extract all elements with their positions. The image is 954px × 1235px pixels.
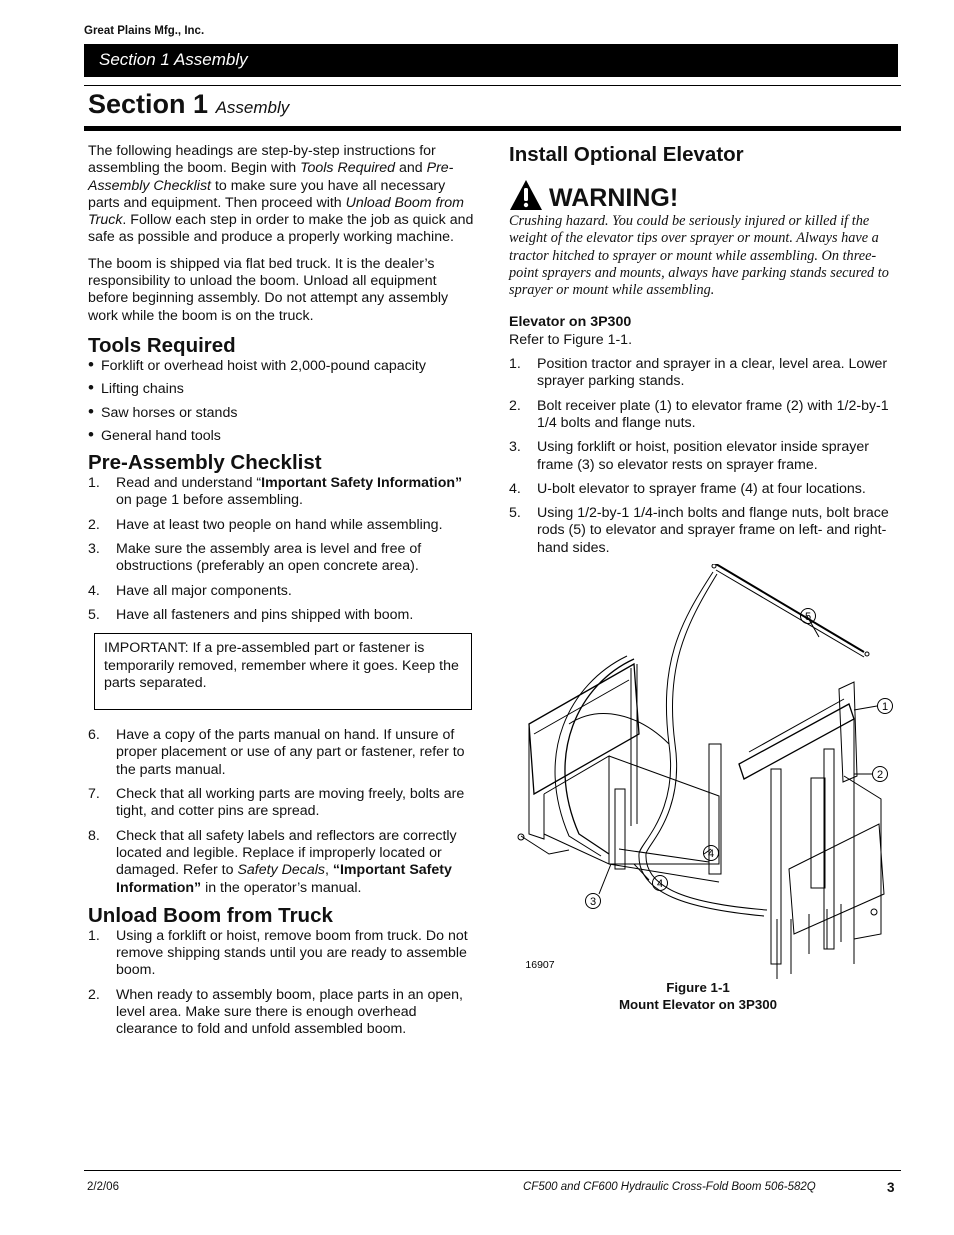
warning-header — [509, 179, 903, 211]
numbered-item — [88, 786, 480, 821]
item-number: 2. — [88, 516, 100, 533]
item-number: 1. — [88, 475, 100, 492]
text-run: in the operator’s manual. — [201, 879, 362, 896]
text-run: to make sure you have all necessary parts and equipment. Then proceed with — [88, 177, 446, 211]
title-rule — [84, 126, 901, 131]
numbered-item — [88, 517, 480, 534]
page-title-sub: Assembly — [215, 98, 290, 117]
text-run: Pre-Assembly Checklist — [88, 160, 454, 194]
checklist-list-b — [88, 727, 480, 897]
item-number: 3. — [88, 541, 100, 558]
callout-4a: 4 — [707, 848, 715, 861]
warning-text: Crushing hazard. You could be seriously injured or killed if the weight of the elevator tips over sprayer or mount. Always have a tractor hitched to sprayer or mount while assembling. On three-point sprayers and mounts, always have parking stands secured to sprayer or mount while assembling. — [509, 213, 889, 299]
numbered-item — [509, 356, 903, 391]
numbered-item — [509, 481, 903, 498]
title-top-rule — [84, 85, 901, 86]
checklist-list-a — [88, 475, 480, 624]
text-run: Have a copy of the parts manual on hand. If unsure of proper placement or use of any part or fastener, refer to the parts manual. — [116, 727, 465, 778]
text-run: Position tractor and sprayer in a clear, level area. Lower sprayer parking stands. — [537, 356, 888, 390]
list-item: • General hand tools — [88, 428, 480, 445]
section-header-bar — [84, 44, 898, 77]
tools-list — [88, 358, 480, 445]
text-run: Check that all safety labels and reflectors are correctly located and legible. Replace if improperly located or damaged. Refer to — [116, 827, 457, 879]
warning-triangle-icon — [509, 179, 543, 211]
intro-paragraph-2: The boom is shipped via flat bed truck. It is the dealer’s responsibility to unload the boom. Unload all equipment before beginning assembly. Do not attempt any assembly work while the boom is on the truck. — [88, 255, 449, 324]
numbered-item — [88, 607, 480, 624]
elevator-steps-list — [509, 356, 903, 557]
list-item: • Forklift or overhead hoist with 2,000-pound capacity — [88, 358, 480, 375]
unload-boom-heading: Unload Boom from Truck — [88, 903, 333, 927]
numbered-item — [88, 828, 480, 897]
left-column — [88, 143, 480, 1046]
text-run: Have all major components. — [116, 582, 292, 599]
item-number: 4. — [509, 480, 521, 497]
figure-1-1 — [509, 564, 903, 979]
text-run: Read and understand “ — [116, 475, 262, 492]
list-item: • Saw horses or stands — [88, 405, 480, 422]
drawing-number: 16907 — [525, 959, 555, 972]
right-column — [509, 143, 903, 1013]
text-run: Safety Decals — [237, 862, 325, 879]
list-item: • Lifting chains — [88, 381, 480, 398]
callout-3: 3 — [589, 896, 597, 909]
refer-to-figure: Refer to Figure 1-1. — [509, 331, 633, 348]
important-notice-text: IMPORTANT: If a pre-assembled part or fastener is temporarily removed, remember where it goes. Keep the parts separated. — [104, 640, 459, 691]
callout-4b: 4 — [656, 878, 664, 891]
text-run: Using a forklift or hoist, remove boom from truck. Do not remove shipping stands until you are ready to assemble boom. — [116, 927, 468, 979]
footer-rule — [84, 1170, 901, 1171]
text-run: . Follow each step in order to make the job as quick and safe as possible and produce a properly working machine. — [88, 212, 474, 246]
text-run: Tools Required — [300, 160, 396, 177]
text-run: and — [395, 160, 427, 177]
item-number: 5. — [88, 606, 100, 623]
numbered-item — [88, 928, 480, 980]
text-run: Using 1/2-by-1 1/4-inch bolts and flange nuts, bolt brace rods (5) to elevator and sprayer frame on left- and right-hand sides. — [537, 505, 889, 556]
elevator-assembly-drawing — [509, 564, 903, 979]
text-run: When ready to assembly boom, place parts in an open, level area. Make sure there is enough overhead clearance to fold and unfold assembled boom. — [116, 986, 463, 1038]
important-notice-box — [94, 633, 472, 710]
item-number: 3. — [509, 439, 521, 456]
page-title-main: Section 1 — [88, 89, 209, 119]
text-run: on page 1 before assembling. — [116, 492, 303, 509]
text-run: Make sure the assembly area is level and free of obstructions (preferably an open concrete area). — [116, 541, 422, 575]
text-run: The following headings are step-by-step instructions for assembling the boom. Begin with — [88, 143, 436, 177]
text-run: Bolt receiver plate (1) to elevator frame (2) with 1/2-by-1 1/4 bolts and flange nuts. — [537, 397, 889, 431]
tools-required-heading: Tools Required — [88, 333, 236, 357]
numbered-item — [509, 439, 903, 474]
item-number: 4. — [88, 582, 100, 599]
unload-list — [88, 928, 480, 1039]
text-run: Unload Boom from Truck — [88, 194, 464, 229]
numbered-item — [88, 541, 480, 576]
text-run: Check that all working parts are moving freely, bolts are tight, and cotter pins are spread. — [116, 786, 465, 820]
figure-caption-title: Mount Elevator on 3P300 — [618, 997, 778, 1013]
warning-word: WARNING! — [549, 184, 679, 212]
text-run: Have at least two people on hand while assembling. — [116, 516, 443, 533]
section-header-label: Section 1 Assembly — [99, 50, 248, 69]
install-elevator-heading: Install Optional Elevator — [509, 143, 744, 166]
item-number: 5. — [509, 505, 521, 522]
elevator-3p300-heading: Elevator on 3P300 — [509, 314, 632, 331]
company-name: Great Plains Mfg., Inc. — [84, 25, 205, 37]
item-number: 1. — [509, 356, 521, 373]
pre-assembly-checklist-heading: Pre-Assembly Checklist — [88, 451, 322, 475]
intro-paragraph-1 — [88, 143, 480, 247]
page-title — [88, 89, 289, 120]
footer-date: 2/2/06 — [87, 1181, 119, 1193]
callout-5: 5 — [804, 611, 812, 624]
callout-1: 1 — [881, 701, 889, 714]
callout-2: 2 — [876, 769, 884, 782]
numbered-item — [88, 475, 480, 510]
numbered-item — [88, 987, 480, 1039]
page-number: 3 — [887, 1180, 895, 1195]
figure-caption — [493, 979, 903, 1013]
figure-caption-number: Figure 1-1 — [666, 980, 730, 996]
item-number: 8. — [88, 827, 100, 844]
text-run: Have all fasteners and pins shipped with boom. — [116, 606, 414, 623]
numbered-item — [88, 727, 480, 779]
numbered-item — [509, 505, 903, 557]
text-run: U-bolt elevator to sprayer frame (4) at four locations. — [537, 480, 866, 497]
text-run: Important Safety Information” — [261, 475, 463, 492]
item-number: 1. — [88, 927, 100, 944]
numbered-item — [88, 583, 480, 600]
text-run: , — [324, 862, 333, 879]
text-run: Using forklift or hoist, position elevator inside sprayer frame (3) so elevator rests on sprayer frame. — [537, 439, 869, 473]
item-number: 2. — [509, 397, 521, 414]
text-run: “Important Safety Information” — [116, 862, 452, 896]
item-number: 6. — [88, 727, 100, 744]
footer-document-title: CF500 and CF600 Hydraulic Cross-Fold Boom 506-582Q — [523, 1181, 816, 1193]
item-number: 7. — [88, 786, 100, 803]
item-number: 2. — [88, 986, 100, 1003]
numbered-item — [509, 398, 903, 433]
